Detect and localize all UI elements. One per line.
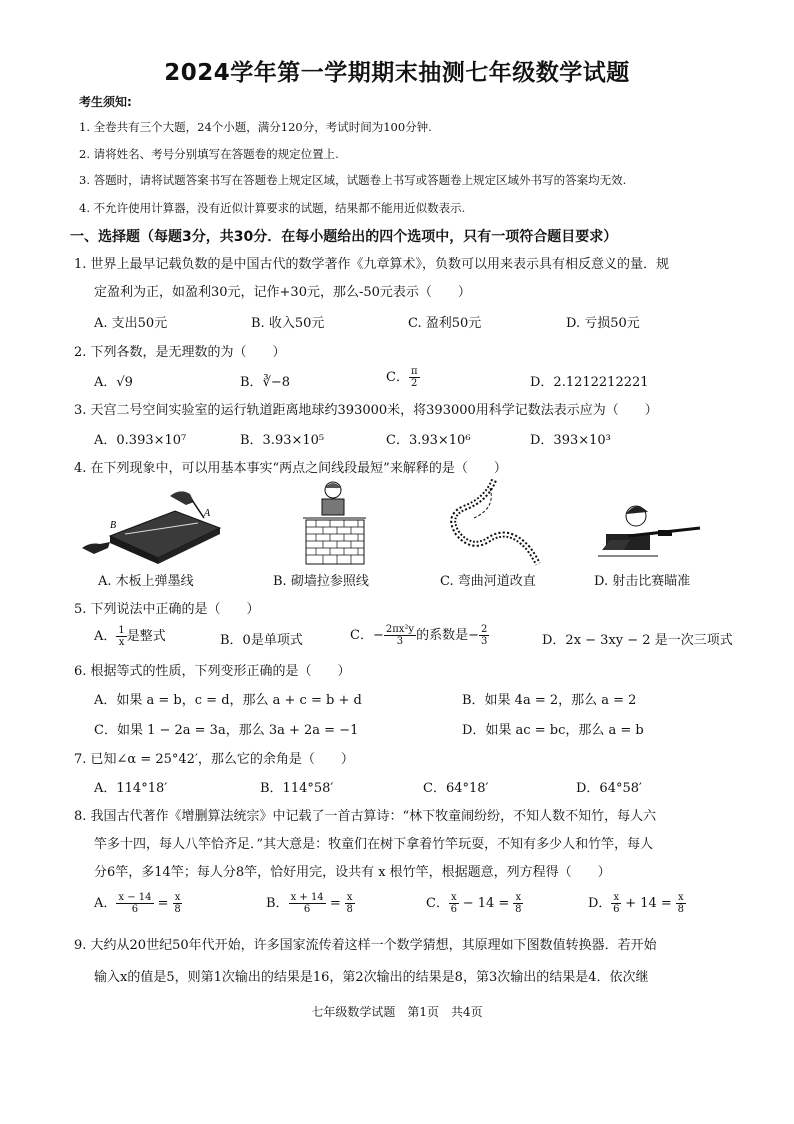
page-footer: 七年级数学试题 第1页 共4页 — [311, 1005, 483, 1019]
q2-stem: 2. 下列各数，是无理数的为（ ） — [74, 345, 286, 360]
q4-option-c: C. 弯曲河道改直 — [440, 574, 536, 589]
q4-option-d: D. 射击比赛瞄准 — [594, 574, 691, 589]
winding-river-illustration — [446, 478, 546, 566]
q6-option-b: B．如果 4a = 2，那么 a = 2 — [462, 693, 637, 708]
label-b: B — [110, 520, 117, 531]
q7-option-a: A．114°18′ — [94, 781, 168, 796]
notice-item-4: 4. 不允许使用计算器，没有近似计算要求的试题，结果都不能用近似数表示. — [79, 201, 466, 215]
page-title: 2024学年第一学期期末抽测七年级数学试题 — [164, 60, 630, 86]
q2-option-b: B．∛−8 — [240, 375, 291, 390]
q7-stem: 7. 已知∠α = 25°42′，那么它的余角是（ ） — [74, 752, 354, 767]
label-a: A — [204, 508, 211, 519]
q3-option-a: A．0.393×10⁷ — [94, 433, 187, 448]
q3-stem: 3. 天宫二号空间实验室的运行轨道距离地球约393000米，将393000用科学记数法表示应为（ ） — [74, 403, 658, 418]
q1-option-b: B. 收入50元 — [251, 316, 325, 331]
q5-option-c: C．− $\frac{\text{2πx²y}}{3}$ 的系数是− $\frac{2}{3}$ — [350, 624, 488, 647]
q7-option-b: B．114°58′ — [260, 781, 334, 796]
shooter-aiming-illustration — [598, 500, 703, 562]
q9-line1: 9. 大约从20世纪50年代开始，许多国家流传着这样一个数学猜想，其原理如下图数值转换器．若开始 — [74, 938, 657, 953]
q2-option-a: A．√9 — [94, 375, 133, 390]
q6-option-c: C．如果 1 − 2a = 3a，那么 3a + 2a = −1 — [94, 723, 359, 738]
board-chalk-line-illustration — [80, 486, 225, 566]
q8-option-a: A． $\frac{x - 14}{6}$ = $\frac{x}{8}$ — [94, 892, 181, 915]
q8-line1: 8. 我国古代著作《增删算法统宗》中记载了一首古算诗：“林下牧童闹纷纷，不知人数不知竹，每人六 — [74, 809, 657, 824]
q8-option-b: B． $\frac{x + 14}{6}$ = $\frac{x}{8}$ — [266, 892, 353, 915]
q3-option-b: B．3.93×10⁵ — [240, 433, 325, 448]
q7-option-d: D．64°58′ — [576, 781, 642, 796]
q4-option-b: B. 砌墙拉参照线 — [273, 574, 369, 589]
q7-option-c: C．64°18′ — [423, 781, 489, 796]
q1-line1: 1. 世界上最早记载负数的是中国古代的数学著作《九章算术》，负数可以用来表示具有相反意义的量．规 — [74, 257, 670, 272]
q8-line2: 竿多十四，每人八竿恰齐足．”其大意是：牧童们在树下拿着竹竿玩耍，不知有多少人和竹竿，每人 — [94, 837, 654, 852]
q6-option-d: D．如果 ac = bc，那么 a = b — [462, 723, 644, 738]
section-heading: 一、选择题（每题3分，共30分．在每小题给出的四个选项中，只有一项符合题目要求） — [70, 229, 618, 245]
q5-option-d: D．2x − 3xy − 2 是一次三项式 — [542, 633, 733, 648]
notice-item-2: 2. 请将姓名、考号分别填写在答题卷的规定位置上. — [79, 147, 339, 161]
q8-line3: 分6竿，多14竿；每人分8竿，恰好用完，设共有 x 根竹竿，根据题意，列方程得（ ） — [94, 865, 611, 880]
q5-stem: 5. 下列说法中正确的是（ ） — [74, 602, 260, 617]
q5-option-a: A． $\frac{1}{x}$ 是整式 — [94, 625, 166, 648]
q4-stem: 4. 在下列现象中，可以用基本事实“两点之间线段最短”来解释的是（ ） — [74, 461, 507, 476]
q5-option-b: B．0是单项式 — [220, 633, 303, 648]
q3-option-c: C．3.93×10⁶ — [386, 433, 471, 448]
q6-option-a: A．如果 a = b，c = d，那么 a + c = b + d — [94, 693, 362, 708]
q1-option-a: A. 支出50元 — [94, 316, 168, 331]
q8-option-d: D． $\frac{x}{6}$ + 14 = $\frac{x}{8}$ — [588, 892, 684, 915]
notice-item-3: 3. 答题时，请将试题答案书写在答题卷上规定区域，试题卷上书写或答题卷上规定区域外书写的答案均无效. — [79, 173, 627, 187]
q6-stem: 6. 根据等式的性质，下列变形正确的是（ ） — [74, 664, 351, 679]
q1-option-c: C. 盈利50元 — [408, 316, 482, 331]
q9-line2: 输入x的值是5，则第1次输出的结果是16，第2次输出的结果是8，第3次输出的结果是4．依次继 — [94, 970, 649, 985]
q8-option-c: C． $\frac{x}{6}$ − 14 = $\frac{x}{8}$ — [426, 892, 522, 915]
q2-option-d: D．2.1212212221 — [530, 375, 649, 390]
q1-option-d: D. 亏损50元 — [566, 316, 640, 331]
notice-heading: 考生须知: — [79, 95, 132, 109]
notice-item-1: 1. 全卷共有三个大题，24个小题，满分120分，考试时间为100分钟. — [79, 120, 432, 134]
q4-option-a: A. 木板上弹墨线 — [98, 574, 194, 589]
q2-option-c: C． $\frac{\pi}{2}$ — [386, 366, 418, 389]
q1-line2: 定盈利为正，如盈利30元，记作+30元，那么-50元表示（ ） — [94, 285, 471, 300]
brick-wall-illustration — [300, 480, 370, 566]
q3-option-d: D．393×10³ — [530, 433, 611, 448]
